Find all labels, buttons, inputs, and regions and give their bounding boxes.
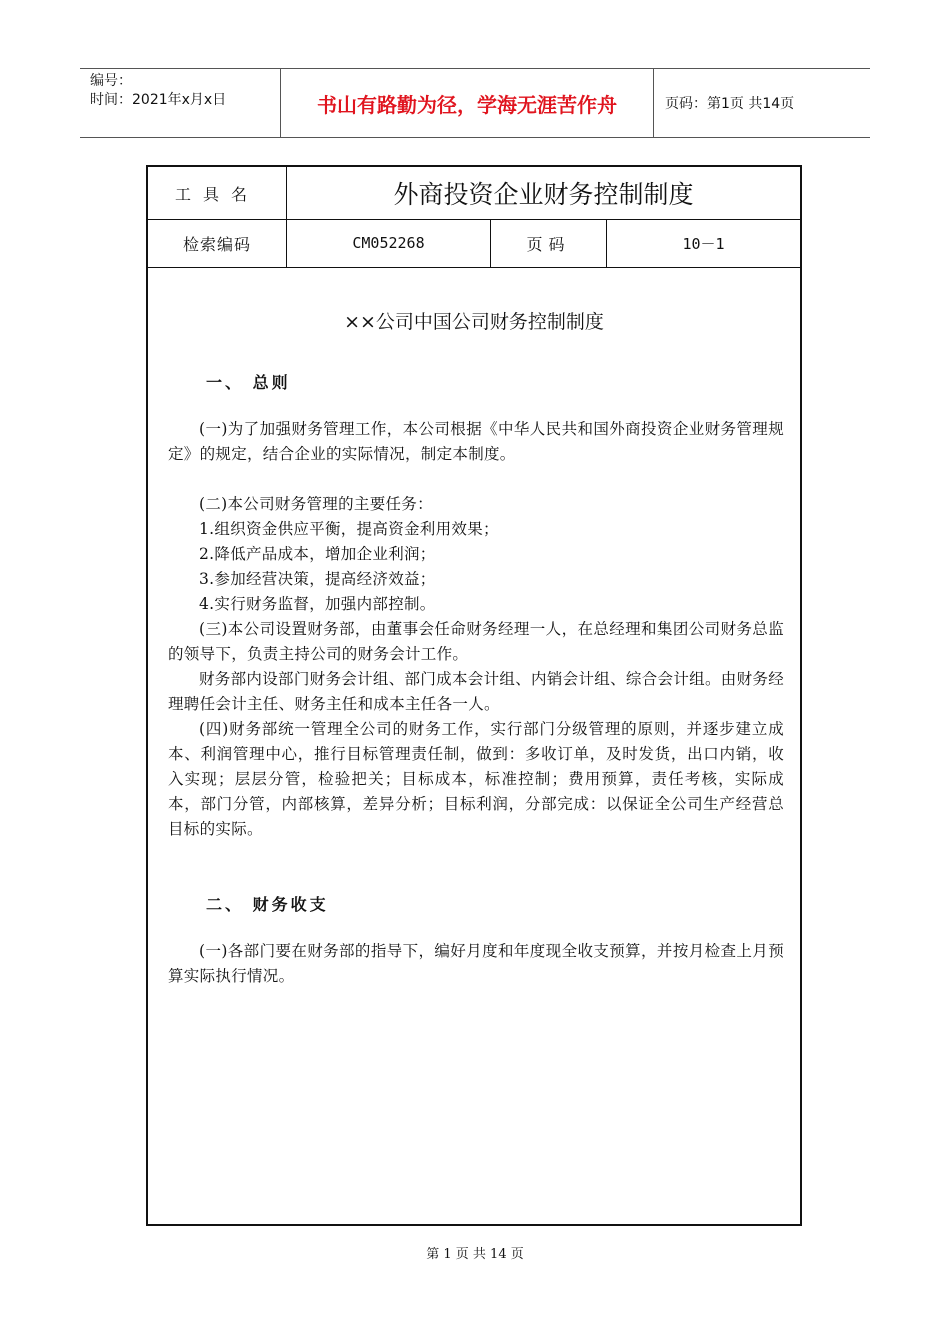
index-code-label: 检索编码 [148,219,287,267]
paragraph: (一)各部门要在财务部的指导下，编好月度和年度现全收支预算，并按月检查上月预算实际执行情况。 [168,942,784,985]
header-motto: 书山有路勤为径，学海无涯苦作舟 [280,69,654,137]
list-item: 1.组织资金供应平衡，提高资金利用效果； [199,520,499,538]
page-header [80,68,870,138]
list-item: 2.降低产品成本，增加企业利润； [199,545,436,563]
tool-name-value: 外商投资企业财务控制制度 [393,180,694,209]
list-item: 3.参加经营决策，提高经济效益； [199,570,436,588]
page-label: 页码 [491,219,607,267]
serial-label: 编号： [90,73,132,89]
paragraph: (二)本公司财务管理的主要任务： [199,495,433,513]
paragraph: (四)财务部统一管理全公司的财务工作，实行部门分级管理的原则，并逐步建立成本、利润管理中心，推行目标管理责任制，做到：多收订单，及时发货，出口内销，收入实现；层层分管，检验把关；目标成本，标准控制；费用预算，责任考核，实际成本，部门分管，内部核算，差异分析；目标利润，分部完成：以保证全公司生产经营总目标的实际。 [168,720,784,838]
index-row [148,219,800,268]
index-code-value: CM052268 [287,219,491,267]
list-item: 4.实行财务监督，加强内部控制。 [199,595,436,613]
page-value: 10－1 [682,234,725,253]
paragraph: (一)为了加强财务管理工作，本公司根据《中华人民共和国外商投资企业财务管理规定》的规定，结合企业的实际情况，制定本制度。 [168,420,784,463]
paragraph: (三)本公司设置财务部，由董事会任命财务经理一人，在总经理和集团公司财务总监的领导下，负责主持公司的财务会计工作。 [168,620,784,663]
page-footer: 第 1 页 共 14 页 [426,1247,524,1262]
document-frame [146,165,802,1226]
paragraph: 财务部内设部门财务会计组、部门成本会计组、内销会计组、综合会计组。由财务经理聘任会计主任、财务主任和成本主任各一人。 [168,670,784,713]
header-page-info: 页码：第1页 共14页 [665,96,795,112]
date-line: 时间：2021年x月x日 [90,92,227,108]
header-meta [80,69,280,137]
document-title: ××公司中国公司财务控制制度 [344,311,604,333]
tool-name-label: 工具名 [148,167,287,219]
section-heading-finance: 二、 财务收支 [206,895,329,914]
section-heading-general: 一、 总则 [206,373,291,392]
tool-name-row [148,167,800,220]
